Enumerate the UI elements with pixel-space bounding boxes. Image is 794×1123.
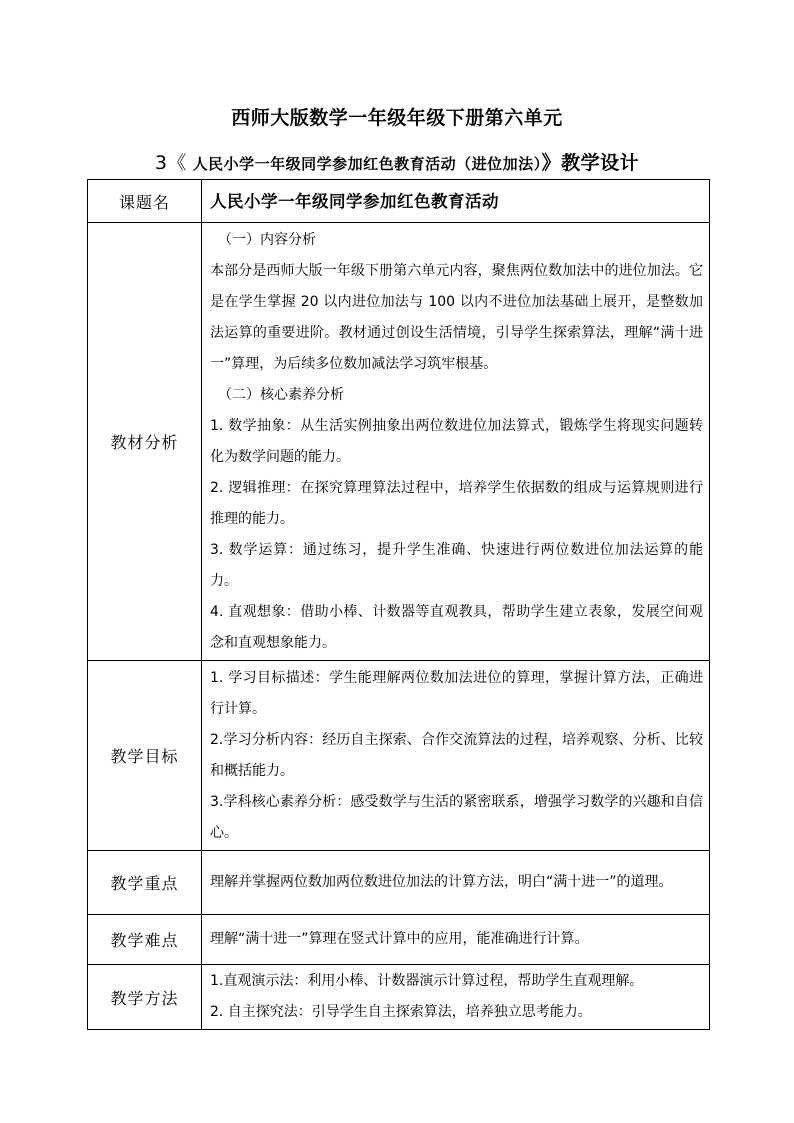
objective-item: 1. 学习目标描述：学生能理解两位数加法进位的算理，掌握计算方法，正确进行计算。 <box>210 669 703 717</box>
lesson-design-table <box>87 179 710 1030</box>
literacy-item: 4. 直观想象：借助小棒、计数器等直观教具，帮助学生建立表象，发展空间观念和直观想象能力。 <box>210 603 703 651</box>
literacy-item: 2. 逻辑推理：在探究算理算法过程中，培养学生依据数的组成与运算规则进行推理的能力。 <box>210 479 703 527</box>
method-item: 1.直观演示法：利用小棒、计数器演示计算过程，帮助学生直观理解。 <box>210 973 644 989</box>
objective-item: 3.学科核心素养分析：感受数学与生活的紧密联系，增强学习数学的兴趣和自信心。 <box>210 793 703 841</box>
topic-value: 人民小学一年级同学参加红色教育活动 <box>202 180 710 223</box>
topic-label: 课题名 <box>88 180 202 223</box>
difficulties-label: 教学难点 <box>88 915 202 965</box>
subtitle-suffix: 》教学设计 <box>541 152 640 174</box>
objectives-label: 教学目标 <box>88 661 202 851</box>
literacy-item: 3. 数学运算：通过练习，提升学生准确、快速进行两位数进位加法运算的能力。 <box>210 541 703 589</box>
methods-content <box>202 965 710 1030</box>
content-analysis-text: 本部分是西师大版一年级下册第六单元内容，聚焦两位数加法中的进位加法。它是在学生掌握 20 以内进位加法与 100 以内不进位加法基础上展开，是整数加法运算的重要进阶。教材通过创设生活情境，引导学生探索算法，理解“满十进一”算理，为后续多位数加减法学习筑牢根基。 <box>210 262 703 372</box>
literacy-analysis-heading: （二）核心素养分析 <box>218 386 344 403</box>
row-objectives <box>88 661 710 851</box>
method-item: 2. 自主探究法：引导学生自主探索算法，培养独立思考能力。 <box>210 1004 592 1020</box>
objective-item: 2.学习分析内容：经历自主探索、合作交流算法的过程，培养观察、分析、比较和概括能力。 <box>210 731 703 779</box>
subtitle-prefix: 3《 <box>154 152 187 174</box>
literacy-item: 1. 数学抽象：从生活实例抽象出两位数进位加法算式，锻炼学生将现实问题转化为数学问题的能力。 <box>210 417 703 465</box>
row-key-points <box>88 851 710 915</box>
material-analysis-content <box>202 223 710 661</box>
row-material-analysis <box>88 223 710 661</box>
difficulties-text: 理解“满十进一”算理在竖式计算中的应用，能准确进行计算。 <box>202 915 710 965</box>
material-analysis-label: 教材分析 <box>88 223 202 661</box>
row-difficulties <box>88 915 710 965</box>
key-points-label: 教学重点 <box>88 851 202 915</box>
objectives-content <box>202 661 710 851</box>
subtitle-lesson-name: 人民小学一年级同学参加红色教育活动（进位加法） <box>186 155 542 173</box>
row-topic <box>88 180 710 223</box>
methods-label: 教学方法 <box>88 965 202 1030</box>
content-analysis-heading: （一）内容分析 <box>218 231 316 248</box>
row-methods <box>88 965 710 1030</box>
document-title: 西师大版数学一年级年级下册第六单元 <box>231 107 563 129</box>
document-subtitle <box>0 148 794 175</box>
key-points-text: 理解并掌握两位数加两位数进位加法的计算方法，明白“满十进一”的道理。 <box>202 851 710 915</box>
